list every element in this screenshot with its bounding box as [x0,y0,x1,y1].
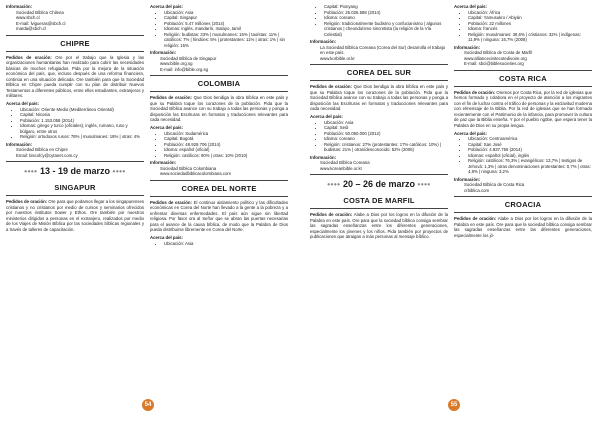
facts-list [150,241,288,247]
prayer-paragraph [310,212,448,240]
dots-decoration: •••• [112,167,126,176]
fact-item: • Población: 48.929.706 (2014) [164,142,288,148]
prayer-paragraph [6,55,144,99]
costa-rica-info [454,182,592,193]
about-label: Acerca del país: [150,4,183,9]
fact-item: • Capital: Yamusukro / Abiyán [468,15,592,21]
country-header-costa-rica [454,70,592,87]
column-1 [6,4,144,235]
country-header-costa-marfil [310,193,448,209]
info-line: Sociedad Bíblica de Costa de Marfil [464,50,533,55]
info-line: Sociedad Bíblica de Singapur [160,55,217,61]
page-number-left: 54 [142,399,154,411]
prayer-text: Que Dios bendiga la obra bíblica en este país y que su Palabra toque los corazones de la población. Pida que la Sociedad Bíblica avance con su trabajo a todas las personas y ponga a disposición las Escrituras en formatos y traducciones relevantes para cada necesidad. [150,95,288,122]
fact-item: • Población: 50.050.000 (2012) [324,131,448,137]
facts-list [454,136,592,175]
fact-item: • Capital: San José [468,142,592,148]
divider [310,174,448,175]
fact-item: • Ubicación: Asia [324,120,448,126]
facts-list [310,4,448,37]
fact-item: • Religión: católicos: 76,3% | evangélicos: 13,7% | testigos de Jehová: 1,3% | otras denominaciones protestantes: 0,7% | otras: 4,8% | ninguna: 3,2% [468,158,592,175]
fact-item: • Ubicación: Centroamérica [468,136,592,142]
dates-text: 13 - 19 de marzo [39,166,111,176]
country-header-croacia [454,196,592,213]
info-label: Información: [310,154,337,160]
fact-item: • Ubicación: Oriente Medio (Mediterráneo Oriental) [20,107,144,113]
fact-item: • Religión: católicos: 90% | otras: 10% (2010) [164,153,288,159]
about-label: Acerca del país: [150,125,183,130]
prayer-label: Pedidos de oración: [150,95,192,100]
country-title: COREA DEL SUR [346,68,412,77]
column-3 [310,4,448,242]
info-label: Información: [150,50,177,55]
email-link[interactable]: E-mail: info@bible.org.sg [160,66,209,72]
country-header-colombia [150,75,288,92]
info-line: Sociedad Bíblica de Costa Rica [464,182,525,187]
prayer-label: Pedidos de oración: [6,54,52,60]
fact-item: • Religión: musulmanes: 38,6% | cristianos: 32% | indígenas: 11,9% | ninguna: 16,7% (2008) [468,32,592,43]
email-link[interactable]: marda@sbch.cl [16,26,46,31]
country-title: COREA DEL NORTE [181,183,257,193]
colombia-info [150,166,288,177]
facts-list [454,10,592,43]
prayer-paragraph [454,216,592,238]
info-line: Sociedad Bíblica Chilena [16,9,64,15]
dots-decoration: •••• [327,180,341,189]
divider [6,161,144,162]
country-title: COSTA DE MARFIL [343,196,415,205]
column-2 [150,4,288,248]
prayer-paragraph [454,90,592,129]
prayer-label: Pedidos de oración: [310,212,353,217]
facts-list [150,131,288,159]
about-label: Acerca del país: [150,235,183,240]
fact-item: • Población: 22 millones [468,21,592,27]
fact-item: • Capital: Seúl [324,125,448,131]
prayer-text: Ore para que podamos llegar a los singapurenses cristianos y no cristianos por medio de cursos y seminarios ofrecidos por nuestros institutos Sower y Ethos. Ore también por nuestros ministerios dirigidos a personas en el extranjero, realizados por medio de los Viajes de Misión Bíblica por las sociedades bíblicas regionales y a través de talleres de capacitación. [6,199,144,232]
info-label: Información: [6,141,33,147]
prayer-text: Alabe a Dios por los logros en la difusión de la Palabra en este país. Ore para que la sociedad bíblica consiga sembrar las sagradas enseñanzas entre las diferentes generaciones, especialmente los jó- [454,216,592,238]
dots-decoration: •••• [24,167,38,176]
dots-decoration: •••• [417,180,431,189]
info-label: Información: [310,39,337,44]
about-label: Acerca del país: [310,114,343,119]
fact-item: • Idioma: francés [468,26,592,32]
dates-text: 20 – 26 de marzo [342,179,416,189]
prayer-label: Pedidos de oración: [454,216,497,221]
website-link[interactable]: www.bible.org.sg [160,61,193,66]
country-title: COLOMBIA [197,79,241,88]
fact-item: • Idioma: coreano [324,136,448,142]
website-link[interactable]: crbiblica.com [464,187,490,193]
fact-item: • Religión: cristianos: 27% (protestantes: 17% católicos: 10%) | budistas: 21% | otras/desconocido: 52% (2005) [324,142,448,153]
country-header-corea-norte [150,180,288,197]
info-label: Información: [6,4,33,9]
fact-item: • Ubicación: Asia [164,241,288,247]
fact-item: • Población: 5.47 millones (2014) [164,21,288,27]
info-label: Información: [454,176,481,182]
fact-item: • Idioma: coreano [324,15,448,21]
website-link[interactable]: www.korbible.or.kr [320,55,355,61]
fact-item: • Religión: tradicionalmente budismo y confucianismo | algunos cristianos | cheondoísmo sincretista (la religión de la Vía Celestial) [324,21,448,38]
website-link[interactable]: www.sbch.cl [16,15,40,20]
info-line: La Sociedad Bíblica Coreana (Corea del Sur) desarrolla el trabajo en este país. [320,44,446,55]
marfil-info [454,50,592,67]
prayer-label: Pedidos de oración: [6,199,48,204]
country-title: COSTA RICA [499,73,547,83]
column-4 [454,4,592,241]
country-header-singapur [6,180,144,196]
email-link[interactable]: E-mail: lvigueras@sbch.cl [16,20,66,26]
page-number-right: 55 [448,399,460,411]
fact-item: • Religión: ortodoxos rusos: 78% | musulmanes: 18% | otras: 4% [20,134,144,140]
about-label: Acerca del país: [454,4,487,9]
week-dates [6,166,144,177]
fact-item: • Idioma: español (oficial) [164,147,288,153]
country-title: CHIPRE [60,38,90,48]
fact-item: • Ubicación: Asia [164,10,288,16]
chipre-info [6,147,144,158]
prayer-paragraph [150,95,288,123]
facts-list [310,120,448,153]
info-label: Información: [150,160,177,165]
country-title: SINGAPUR [54,183,96,192]
fact-item: • Capital: Pionyang [324,4,448,10]
website-link[interactable]: www.koreanbible.or.kr [320,165,363,171]
fact-item: • Capital: Nicosia [20,112,144,118]
fact-item: • Religión: budistas: 33% | musulmanes: 15% | taoístas: 11% | católicos: 7% | hindúes: 5% | protestantes: 11% | otras: 1% | sin religión: 15% [164,32,288,49]
week-dates [310,179,448,190]
fact-item: • Población: 1.153.058 (2014) [20,118,144,124]
facts-list [150,10,288,49]
prayer-label: Pedidos de oración: [310,84,352,89]
prayer-text: Oremos por Costa Rica, por la red de iglesias que hemos formado y colabora en el proyecto de atención a los migrantes con el fin de luchar contra el tráfico de personas y la esclavitud moderna con elmensaje de la Biblia. Por la red de iglesias que se han formado recientemente con el Patrimonio de la infancia, para promover la cultura de paz que la Biblia enseña. Y por el pueblo ngöbe, que espera tener la Palabra de Dios en su propia lengua. [454,89,592,128]
about-label: Acerca del país: [6,101,39,106]
fact-item: • Población: 25.026.588 (2014) [324,10,448,16]
fact-item: • Ubicación: África [468,10,592,16]
country-title: CROACIA [504,200,542,209]
prayer-text: Ore por el trabajo que la Iglesia y las organizaciones humanitarias han realizado para cubrir las necesidades básicas de muchos refugiados. Pida por la mejora de la situación económica del país, que, incluso después de una reforma financiera, continúa en una situación delicada. Ore también para que la Sociedad Bíblica en Chipre pueda cumplir con su plan de distribuir Nuevos Testamentos a diferentes públicos, entre ellos estudiantes, extranjeros y militares. [6,54,144,98]
fact-item: • Idiomas: griego y turco (oficiales), inglés, rumano, ruso y búlgaro, entre otros [20,123,144,134]
fact-item: • Capital: Singapur [164,15,288,21]
website-link[interactable]: www.alliancecivitecotedivoire.org [464,55,527,61]
prayer-text: Alabe a Dios por los logros en la difusión de la Palabra en este país. Ore para que la sociedad bíblica consiga sembrar las sagradas enseñanzas entre los diferentes generaciones, especialmente los jóvenes y los niños. Pida también por proyectos de publicaciones que atraigan a más personas al mensaje bíblico. [310,212,448,239]
prayer-text: El continuo aislamiento político y las dificultades económicas en Corea del Norte han llevado a la gente a la pobreza y a enfrentar diversas enfermedades. El país aún sigue sin libertad religiosa. Por favor ora al Señor que se abran las puertas necesarias para el avance de la causa bíblica, de modo que la Palabra de Dios pueda distribuirse libremente en Corea del Norte. [150,199,288,232]
prayer-label: Pedidos de oración: [454,89,496,95]
info-line: Sociedad Bíblica en Chipre [16,147,68,152]
about-label: Acerca del país: [454,130,487,136]
website-link[interactable]: www.sociedadbiblicacolombiana.com [160,171,231,176]
fact-item: • Idiomas: inglés, mandarín, malayo, tamil [164,26,288,32]
info-line: Sociedad Bíblica Colombiana [160,165,217,171]
info-label: Información: [454,44,481,50]
fact-item: • Idiomas: español (oficial), inglés [468,153,592,159]
prayer-paragraph [310,84,448,112]
facts-list [6,107,144,140]
fact-item: • Población: 4.937.755 (2014) [468,147,592,153]
country-header-corea-sur [310,64,448,81]
info-line: Sociedad Bíblica Coreana [320,160,370,165]
email-link[interactable]: Email: biscofcy@cytanet.com.cy [16,152,78,158]
fact-item: • Capital: Bogotá [164,136,288,142]
fact-item: • Ubicación: Sudamérica [164,131,288,137]
prayer-label: Pedidos de oración: [150,199,192,205]
email-link[interactable]: E-mail: sbci@biblesocieties.org [464,61,524,66]
prayer-text: Que Dios bendiga la obra bíblica en este país y que su Palabra toque los corazones de la población. Pida que la Sociedad Bíblica avance con su trabajo a todas las personas y ponga a disposición las Escrituras en formatos y traducciones relevantes para cada necesidad. [310,84,448,111]
country-header-chipre [6,35,144,52]
corea-sur-info [310,160,448,171]
corea-norte-info [310,45,448,62]
prayer-paragraph [150,200,288,233]
singapur-info [150,56,288,73]
prayer-paragraph [6,199,144,232]
chile-info [6,10,144,32]
